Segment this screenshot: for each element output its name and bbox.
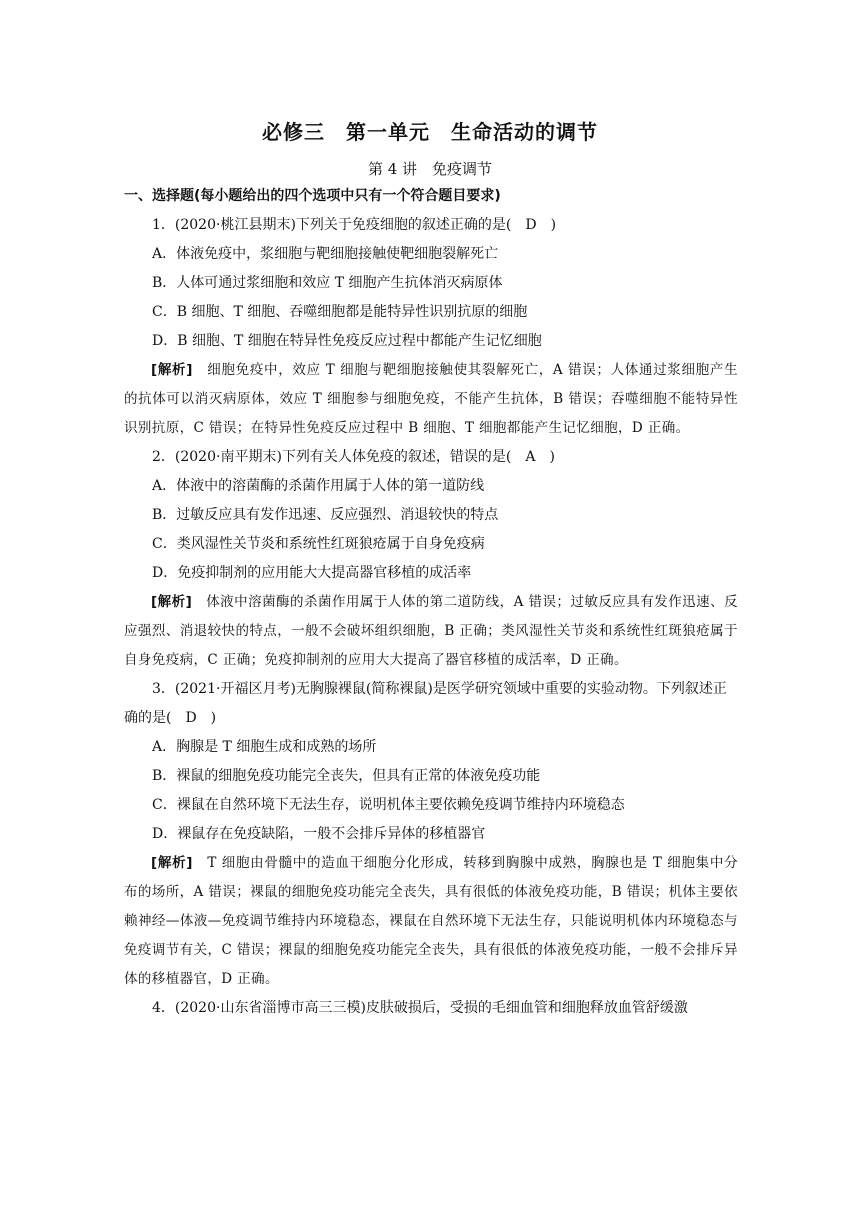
option-a: A．体液中的溶菌酶的杀菌作用属于人体的第一道防线 <box>152 478 485 494</box>
question-stem: 4．(2020·山东省淄博市高三三模)皮肤破损后，受损的毛细血管和细胞释放血管舒缓激 <box>152 1000 688 1016</box>
option-d: D．B 细胞、T 细胞在特异性免疫反应过程中都能产生记忆细胞 <box>152 333 542 349</box>
document-body <box>124 182 738 1023</box>
analysis-text: 体液中溶菌酶的杀菌作用属于人体的第二道防线，A 错误；过敏反应具有发作迅速、反应强烈、消退较快的特点，一般不会破坏组织细胞，B 正确；类风湿性关节炎和系统性红斑狼疮属于自身免疫病，C 正确；免疫抑制剂的应用大大提高了器官移植的成活率，D 正确。 <box>124 594 738 668</box>
page-title: 必修三 第一单元 生命活动的调节 <box>262 120 598 144</box>
analysis-label: [解析] <box>151 594 193 610</box>
option-a: A．胸腺是 T 细胞生成和成熟的场所 <box>152 739 377 755</box>
option-b: B．人体可通过浆细胞和效应 T 细胞产生抗体消灭病原体 <box>152 275 503 291</box>
option-c: C．裸鼠在自然环境下无法生存，说明机体主要依赖免疫调节维持内环境稳态 <box>152 797 625 813</box>
option-d: D．裸鼠存在免疫缺陷，一般不会排斥异体的移植器官 <box>152 826 486 842</box>
option-d: D．免疫抑制剂的应用能大大提高器官移植的成活率 <box>152 565 472 581</box>
section-heading: 一、选择题(每小题给出的四个选项中只有一个符合题目要求) <box>124 188 501 204</box>
analysis-label: [解析] <box>151 362 193 378</box>
option-b: B．裸鼠的细胞免疫功能完全丧失，但具有正常的体液免疫功能 <box>152 768 541 784</box>
option-c: C．类风湿性关节炎和系统性红斑狼疮属于自身免疫病 <box>152 536 485 552</box>
analysis-paragraph <box>124 849 738 994</box>
analysis-label: [解析] <box>151 855 193 871</box>
lesson-subtitle: 第 4 讲 免疫调节 <box>367 160 493 178</box>
analysis-paragraph <box>124 356 738 443</box>
analysis-paragraph <box>124 588 738 675</box>
question-stem: 2．(2020·南平期末)下列有关人体免疫的叙述，错误的是( A ) <box>152 449 555 465</box>
analysis-text: 细胞免疫中，效应 T 细胞与靶细胞接触使其裂解死亡，A 错误；人体通过浆细胞产生的抗体可以消灭病原体，效应 T 细胞参与细胞免疫，不能产生抗体，B 错误；吞噬细胞不能特异性识别抗原，C 错误；在特异性免疫反应过程中 B 细胞、T 细胞都能产生记忆细胞，D 正确。 <box>124 362 738 436</box>
question-stem: 1．(2020·桃江县期末)下列关于免疫细胞的叙述正确的是( D ) <box>152 217 557 233</box>
option-c: C．B 细胞、T 细胞、吞噬细胞都是能特异性识别抗原的细胞 <box>152 304 528 320</box>
option-b: B．过敏反应具有发作迅速、反应强烈、消退较快的特点 <box>152 507 499 523</box>
analysis-text: T 细胞由骨髓中的造血干细胞分化形成，转移到胸腺中成熟，胸腺也是 T 细胞集中分布的场所，A 错误；裸鼠的细胞免疫功能完全丧失，具有很低的体液免疫功能，B 错误；机体主要依赖神经—体液—免疫调节维持内环境稳态，裸鼠在自然环境下无法生存，只能说明机体内环境稳态与免疫调节有关，C 错误；裸鼠的细胞免疫功能完全丧失，具有很低的体液免疫功能，一般不会排斥异体的移植器官，D 正确。 <box>124 855 738 987</box>
question-stem: 3．(2021·开福区月考)无胸腺裸鼠(简称裸鼠)是医学研究领域中重要的实验动物。下列叙述正确的是( D ) <box>124 681 727 726</box>
option-a: A．体液免疫中，浆细胞与靶细胞接触使靶细胞裂解死亡 <box>152 246 499 262</box>
